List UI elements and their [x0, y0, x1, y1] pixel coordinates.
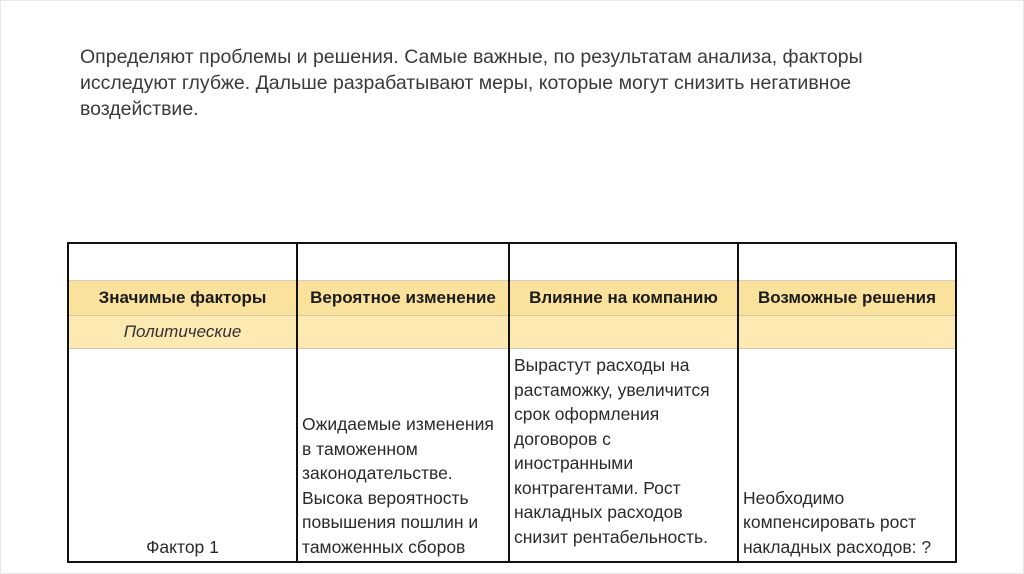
impact-cell [509, 349, 738, 563]
column-header-change: Вероятное изменение [297, 281, 509, 316]
table-blank-row [68, 243, 956, 281]
table-cell [297, 243, 509, 281]
pest-analysis-table [67, 242, 957, 563]
table-group-row [68, 316, 956, 349]
group-label: Политические [68, 316, 297, 349]
table-cell [509, 316, 738, 349]
table-cell [509, 243, 738, 281]
column-header-factors: Значимые факторы [68, 281, 297, 316]
table-cell [297, 316, 509, 349]
table-header-row [68, 281, 956, 316]
table-cell [68, 243, 297, 281]
table-cell [738, 316, 956, 349]
solution-cell [738, 349, 956, 563]
change-text: Ожидаемые изменения в таможенном законодательстве. Высока вероятность повышения пошлин и таможенных сборов [302, 414, 494, 557]
table-row [68, 349, 956, 563]
solution-text: Необходимо компенсировать рост накладных расходов: ? [743, 487, 932, 557]
column-header-impact: Влияние на компанию [509, 281, 738, 316]
intro-paragraph: Определяют проблемы и решения. Самые важные, по результатам анализа, факторы исследуют глубже. Дальше разрабатывают меры, которые могут снизить негативное воздействие. [80, 46, 863, 120]
change-cell [297, 349, 509, 563]
factor-cell [68, 349, 297, 563]
impact-text: Вырастут расходы на растаможку, увеличится срок оформления договоров с иностранными контрагентами. Рост накладных расходов снизит рентабельность. [514, 355, 710, 547]
column-header-solutions: Возможные решения [738, 281, 956, 316]
table-cell [738, 243, 956, 281]
factor-name: Фактор 1 [146, 536, 219, 557]
